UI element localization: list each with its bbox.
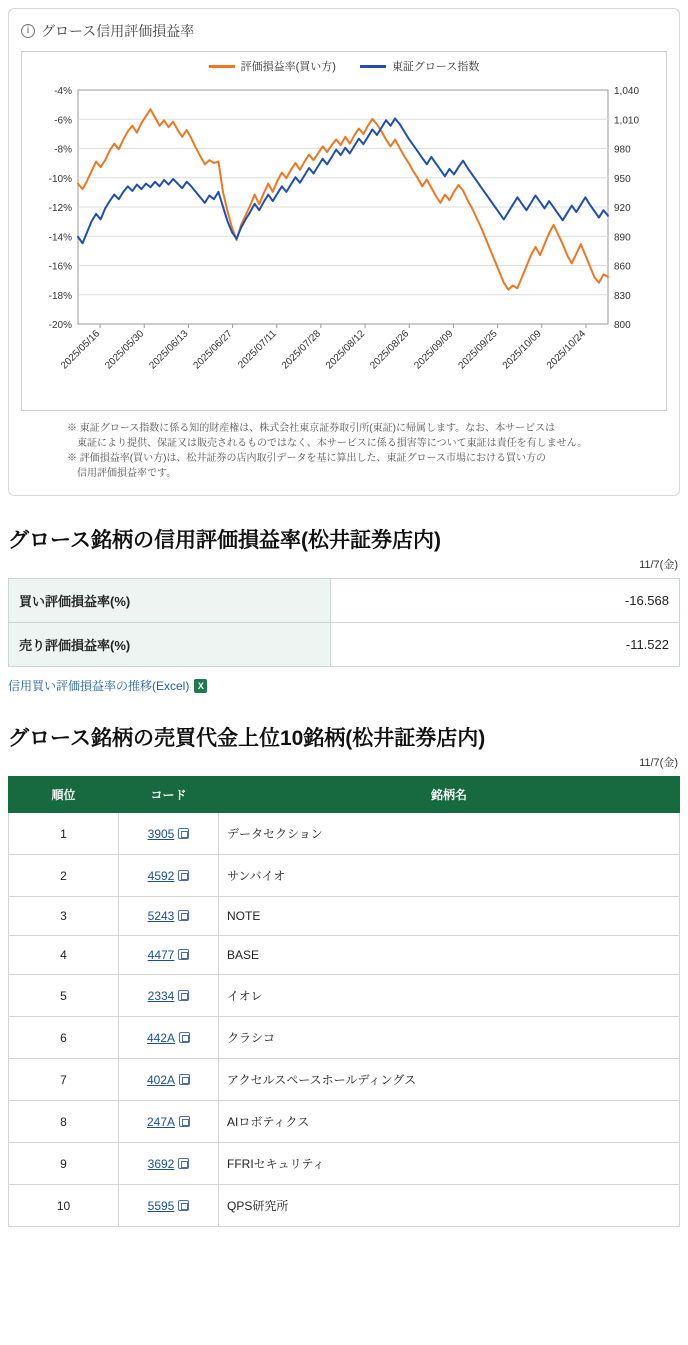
code-cell bbox=[119, 975, 219, 1017]
svg-text:950: 950 bbox=[614, 173, 631, 185]
code-cell bbox=[119, 1185, 219, 1227]
new-window-icon[interactable] bbox=[178, 870, 189, 881]
svg-text:-10%: -10% bbox=[48, 173, 72, 185]
table-row bbox=[9, 623, 680, 667]
svg-text:-6%: -6% bbox=[54, 115, 72, 127]
code-cell bbox=[119, 936, 219, 975]
legend-swatch-blue bbox=[360, 65, 386, 68]
table-row bbox=[9, 897, 680, 936]
svg-text:-12%: -12% bbox=[48, 203, 72, 214]
profit-row-value-buy: -16.568 bbox=[331, 579, 680, 623]
profit-section-date: 11/7(金) bbox=[639, 559, 678, 571]
rank-cell: 4 bbox=[9, 936, 119, 975]
svg-text:1,040: 1,040 bbox=[614, 86, 640, 97]
svg-text:2025/08/12: 2025/08/12 bbox=[324, 328, 368, 372]
table-row bbox=[9, 813, 680, 855]
rank-cell: 8 bbox=[9, 1101, 119, 1143]
svg-text:890: 890 bbox=[614, 232, 631, 244]
svg-text:2025/09/25: 2025/09/25 bbox=[456, 328, 500, 372]
new-window-icon[interactable] bbox=[179, 1074, 190, 1085]
svg-text:2025/10/09: 2025/10/09 bbox=[500, 328, 544, 372]
svg-text:920: 920 bbox=[614, 203, 631, 214]
stock-code-link[interactable]: 442A bbox=[146, 1030, 176, 1045]
ranking-header-rank: 順位 bbox=[9, 777, 119, 813]
chart-card-title bbox=[21, 21, 667, 41]
stock-name-cell: AIロボティクス bbox=[219, 1101, 680, 1143]
svg-text:2025/07/11: 2025/07/11 bbox=[236, 328, 279, 371]
new-window-icon[interactable] bbox=[178, 828, 189, 839]
svg-text:-14%: -14% bbox=[48, 232, 72, 244]
code-cell bbox=[119, 897, 219, 936]
profit-table bbox=[8, 578, 680, 667]
legend-item-blue bbox=[360, 58, 479, 74]
stock-code-link[interactable]: 4592 bbox=[147, 868, 175, 883]
excel-icon[interactable]: X bbox=[194, 679, 207, 693]
table-row bbox=[9, 936, 680, 975]
svg-text:2025/09/09: 2025/09/09 bbox=[412, 328, 456, 372]
chart-card bbox=[8, 8, 680, 496]
rank-cell: 7 bbox=[9, 1059, 119, 1101]
ranking-table bbox=[8, 776, 680, 1227]
new-window-icon[interactable] bbox=[178, 990, 189, 1001]
new-window-icon[interactable] bbox=[179, 1032, 190, 1043]
svg-text:2025/08/26: 2025/08/26 bbox=[368, 328, 412, 372]
code-cell bbox=[119, 855, 219, 897]
stock-code-link[interactable]: 247A bbox=[146, 1114, 176, 1129]
svg-text:2025/05/16: 2025/05/16 bbox=[59, 328, 103, 372]
rank-cell: 5 bbox=[9, 975, 119, 1017]
chart-note-line-4: 信用評価損益率です。 bbox=[77, 468, 177, 479]
new-window-icon[interactable] bbox=[179, 1116, 190, 1127]
svg-text:-8%: -8% bbox=[54, 144, 72, 156]
ranking-header-code: コード bbox=[119, 777, 219, 813]
stock-name-cell: BASE bbox=[219, 936, 680, 975]
code-cell bbox=[119, 1143, 219, 1185]
chart-note-line-3: ※ 評価損益率(買い方)は、松井証券の店内取引データを基に算出した、東証グロース市場における買い方の bbox=[67, 453, 546, 464]
stock-name-cell: NOTE bbox=[219, 897, 680, 936]
table-row bbox=[9, 1017, 680, 1059]
svg-text:980: 980 bbox=[614, 144, 631, 156]
new-window-icon[interactable] bbox=[178, 910, 189, 921]
code-cell bbox=[119, 813, 219, 855]
svg-text:2025/05/30: 2025/05/30 bbox=[103, 328, 147, 372]
code-cell bbox=[119, 1059, 219, 1101]
chart-note-line-2: 東証により提供、保証又は販売されるものではなく、本サービスに係る損害等について東証は責任を有しません。 bbox=[77, 438, 588, 449]
line-chart bbox=[26, 76, 668, 406]
chart-note-line-1: ※ 東証グロース指数に係る知的財産権は、株式会社東京証券取引所(東証)に帰属します。なお、本サービスは bbox=[67, 423, 556, 434]
stock-code-link[interactable]: 3692 bbox=[147, 1156, 175, 1171]
svg-text:-16%: -16% bbox=[48, 261, 72, 273]
stock-code-link[interactable]: 5595 bbox=[147, 1198, 175, 1213]
svg-text:-18%: -18% bbox=[48, 290, 72, 302]
new-window-icon[interactable] bbox=[178, 949, 189, 960]
stock-name-cell: QPS研究所 bbox=[219, 1185, 680, 1227]
table-row bbox=[9, 1143, 680, 1185]
ranking-section-date: 11/7(金) bbox=[639, 757, 678, 769]
chart-plot-area bbox=[21, 51, 667, 411]
page-root bbox=[0, 8, 688, 1237]
profit-row-value-sell: -11.522 bbox=[331, 623, 680, 667]
rank-cell: 9 bbox=[9, 1143, 119, 1185]
legend-label-blue: 東証グロース指数 bbox=[391, 61, 480, 73]
chart-title-text: グロース信用評価損益率 bbox=[41, 23, 195, 39]
profit-row-label-sell: 売り評価損益率(%) bbox=[9, 623, 331, 667]
code-cell bbox=[119, 1101, 219, 1143]
profit-row-label-buy: 買い評価損益率(%) bbox=[9, 579, 331, 623]
new-window-icon[interactable] bbox=[178, 1200, 189, 1211]
stock-name-cell: クラシコ bbox=[219, 1017, 680, 1059]
legend-item-orange bbox=[209, 58, 336, 74]
new-window-icon[interactable] bbox=[178, 1158, 189, 1169]
stock-code-link[interactable]: 402A bbox=[146, 1072, 176, 1087]
excel-download-row bbox=[8, 677, 680, 694]
rank-cell: 3 bbox=[9, 897, 119, 936]
table-row bbox=[9, 579, 680, 623]
table-row bbox=[9, 1185, 680, 1227]
stock-name-cell: イオレ bbox=[219, 975, 680, 1017]
stock-name-cell: データセクション bbox=[219, 813, 680, 855]
info-icon: i bbox=[21, 24, 35, 38]
ranking-section-title: グロース銘柄の売買代金上位10銘柄(松井証券店内) bbox=[8, 727, 486, 750]
table-row bbox=[9, 855, 680, 897]
table-row bbox=[9, 1101, 680, 1143]
rank-cell: 2 bbox=[9, 855, 119, 897]
stock-code-link[interactable]: 4477 bbox=[147, 948, 175, 962]
svg-text:2025/06/13: 2025/06/13 bbox=[147, 328, 191, 372]
svg-text:830: 830 bbox=[614, 290, 631, 302]
svg-text:-20%: -20% bbox=[48, 320, 72, 331]
chart-disclaimer bbox=[21, 421, 667, 481]
legend-swatch-orange bbox=[209, 65, 235, 68]
stock-code-link[interactable]: 3905 bbox=[147, 826, 175, 841]
excel-download-link[interactable]: 信用買い評価損益率の推移(Excel) bbox=[8, 679, 190, 693]
stock-code-link[interactable]: 2334 bbox=[147, 988, 175, 1003]
profit-section-title: グロース銘柄の信用評価損益率(松井証券店内) bbox=[8, 529, 441, 552]
stock-name-cell: アクセルスペースホールディングス bbox=[219, 1059, 680, 1101]
rank-cell: 10 bbox=[9, 1185, 119, 1227]
svg-text:860: 860 bbox=[614, 261, 631, 273]
rank-cell: 1 bbox=[9, 813, 119, 855]
code-cell bbox=[119, 1017, 219, 1059]
svg-text:2025/06/27: 2025/06/27 bbox=[191, 328, 235, 372]
ranking-header-row bbox=[9, 777, 680, 813]
svg-text:1,010: 1,010 bbox=[614, 115, 640, 127]
table-row bbox=[9, 975, 680, 1017]
svg-text:-4%: -4% bbox=[54, 86, 72, 97]
legend-label-orange: 評価損益率(買い方) bbox=[240, 61, 336, 73]
svg-text:2025/07/28: 2025/07/28 bbox=[279, 328, 324, 372]
stock-name-cell: サンバイオ bbox=[219, 855, 680, 897]
chart-legend bbox=[26, 58, 662, 74]
svg-text:2025/10/24: 2025/10/24 bbox=[544, 328, 589, 372]
stock-code-link[interactable]: 5243 bbox=[147, 909, 175, 923]
rank-cell: 6 bbox=[9, 1017, 119, 1059]
ranking-header-name: 銘柄名 bbox=[219, 777, 680, 813]
stock-name-cell: FFRIセキュリティ bbox=[219, 1143, 680, 1185]
svg-text:800: 800 bbox=[614, 320, 631, 331]
table-row bbox=[9, 1059, 680, 1101]
